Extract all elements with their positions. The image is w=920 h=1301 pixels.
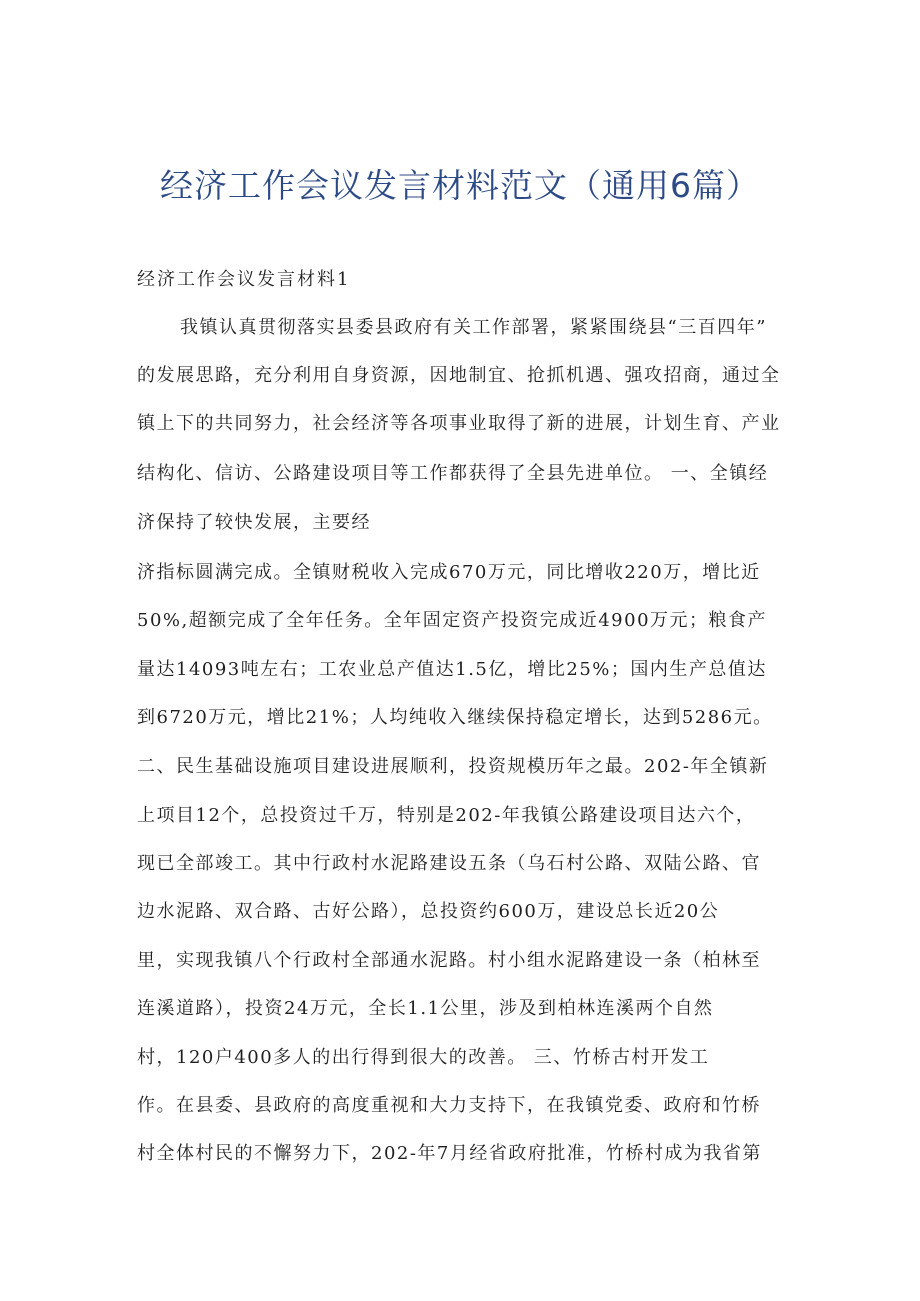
paragraph-line: 村全体村民的不懈努力下，202-年7月经省政府批准，竹桥村成为我省第	[137, 1143, 762, 1164]
paragraph-line: 济保持了较快发展，主要经	[137, 512, 371, 533]
paragraph-line: 镇上下的共同努力，社会经济等各项事业取得了新的进展，计划生育、产业	[137, 413, 781, 434]
paragraph-line: 作。在县委、县政府的高度重视和大力支持下，在我镇党委、政府和竹桥	[137, 1095, 761, 1116]
paragraph-line: 里，实现我镇八个行政村全部通水泥路。村小组水泥路建设一条（柏林至	[137, 950, 761, 971]
paragraph-line: 连溪道路），投资24万元，全长1.1公里，涉及到柏林连溪两个自然	[137, 998, 714, 1019]
section-heading: 经济工作会议发言材料1	[137, 269, 351, 290]
paragraph-line: 二、民生基础设施项目建设进展顺利，投资规模历年之最。202-年全镇新	[137, 756, 769, 777]
paragraph-line: 村，120户400多人的出行得到很大的改善。 三、竹桥古村开发工	[137, 1047, 710, 1068]
paragraph-line: 的发展思路，充分利用自身资源，因地制宜、抢抓机遇、强攻招商，通过全	[137, 365, 781, 386]
paragraph-line: 边水泥路、双合路、古好公路），总投资约600万，建设总长近20公	[137, 901, 720, 922]
paragraph-line: 济指标圆满完成。全镇财税收入完成670万元，同比增收220万，增比近	[137, 562, 761, 583]
paragraph-line: 现已全部竣工。其中行政村水泥路建设五条（乌石村公路、双陆公路、官	[137, 853, 761, 874]
paragraph-line: 上项目12个，总投资过千万，特别是202-年我镇公路建设项目达六个，	[137, 805, 756, 826]
paragraph-line: 50%,超额完成了全年任务。全年固定资产投资完成近4900万元；粮食产	[137, 610, 768, 631]
paragraph-line: 结构化、信访、公路建设项目等工作都获得了全县先进单位。 一、全镇经	[137, 463, 769, 484]
paragraph-line: 量达14093吨左右；工农业总产值达1.5亿，增比25%；国内生产总值达	[137, 659, 767, 680]
document-title: 经济工作会议发言材料范文（通用6篇）	[160, 166, 760, 205]
paragraph-line: 我镇认真贯彻落实县委县政府有关工作部署，紧紧围绕县“三百四年”	[180, 317, 767, 338]
paragraph-line: 到6720万元，增比21%；人均纯收入继续保持稳定增长，达到5286元。	[137, 707, 773, 728]
